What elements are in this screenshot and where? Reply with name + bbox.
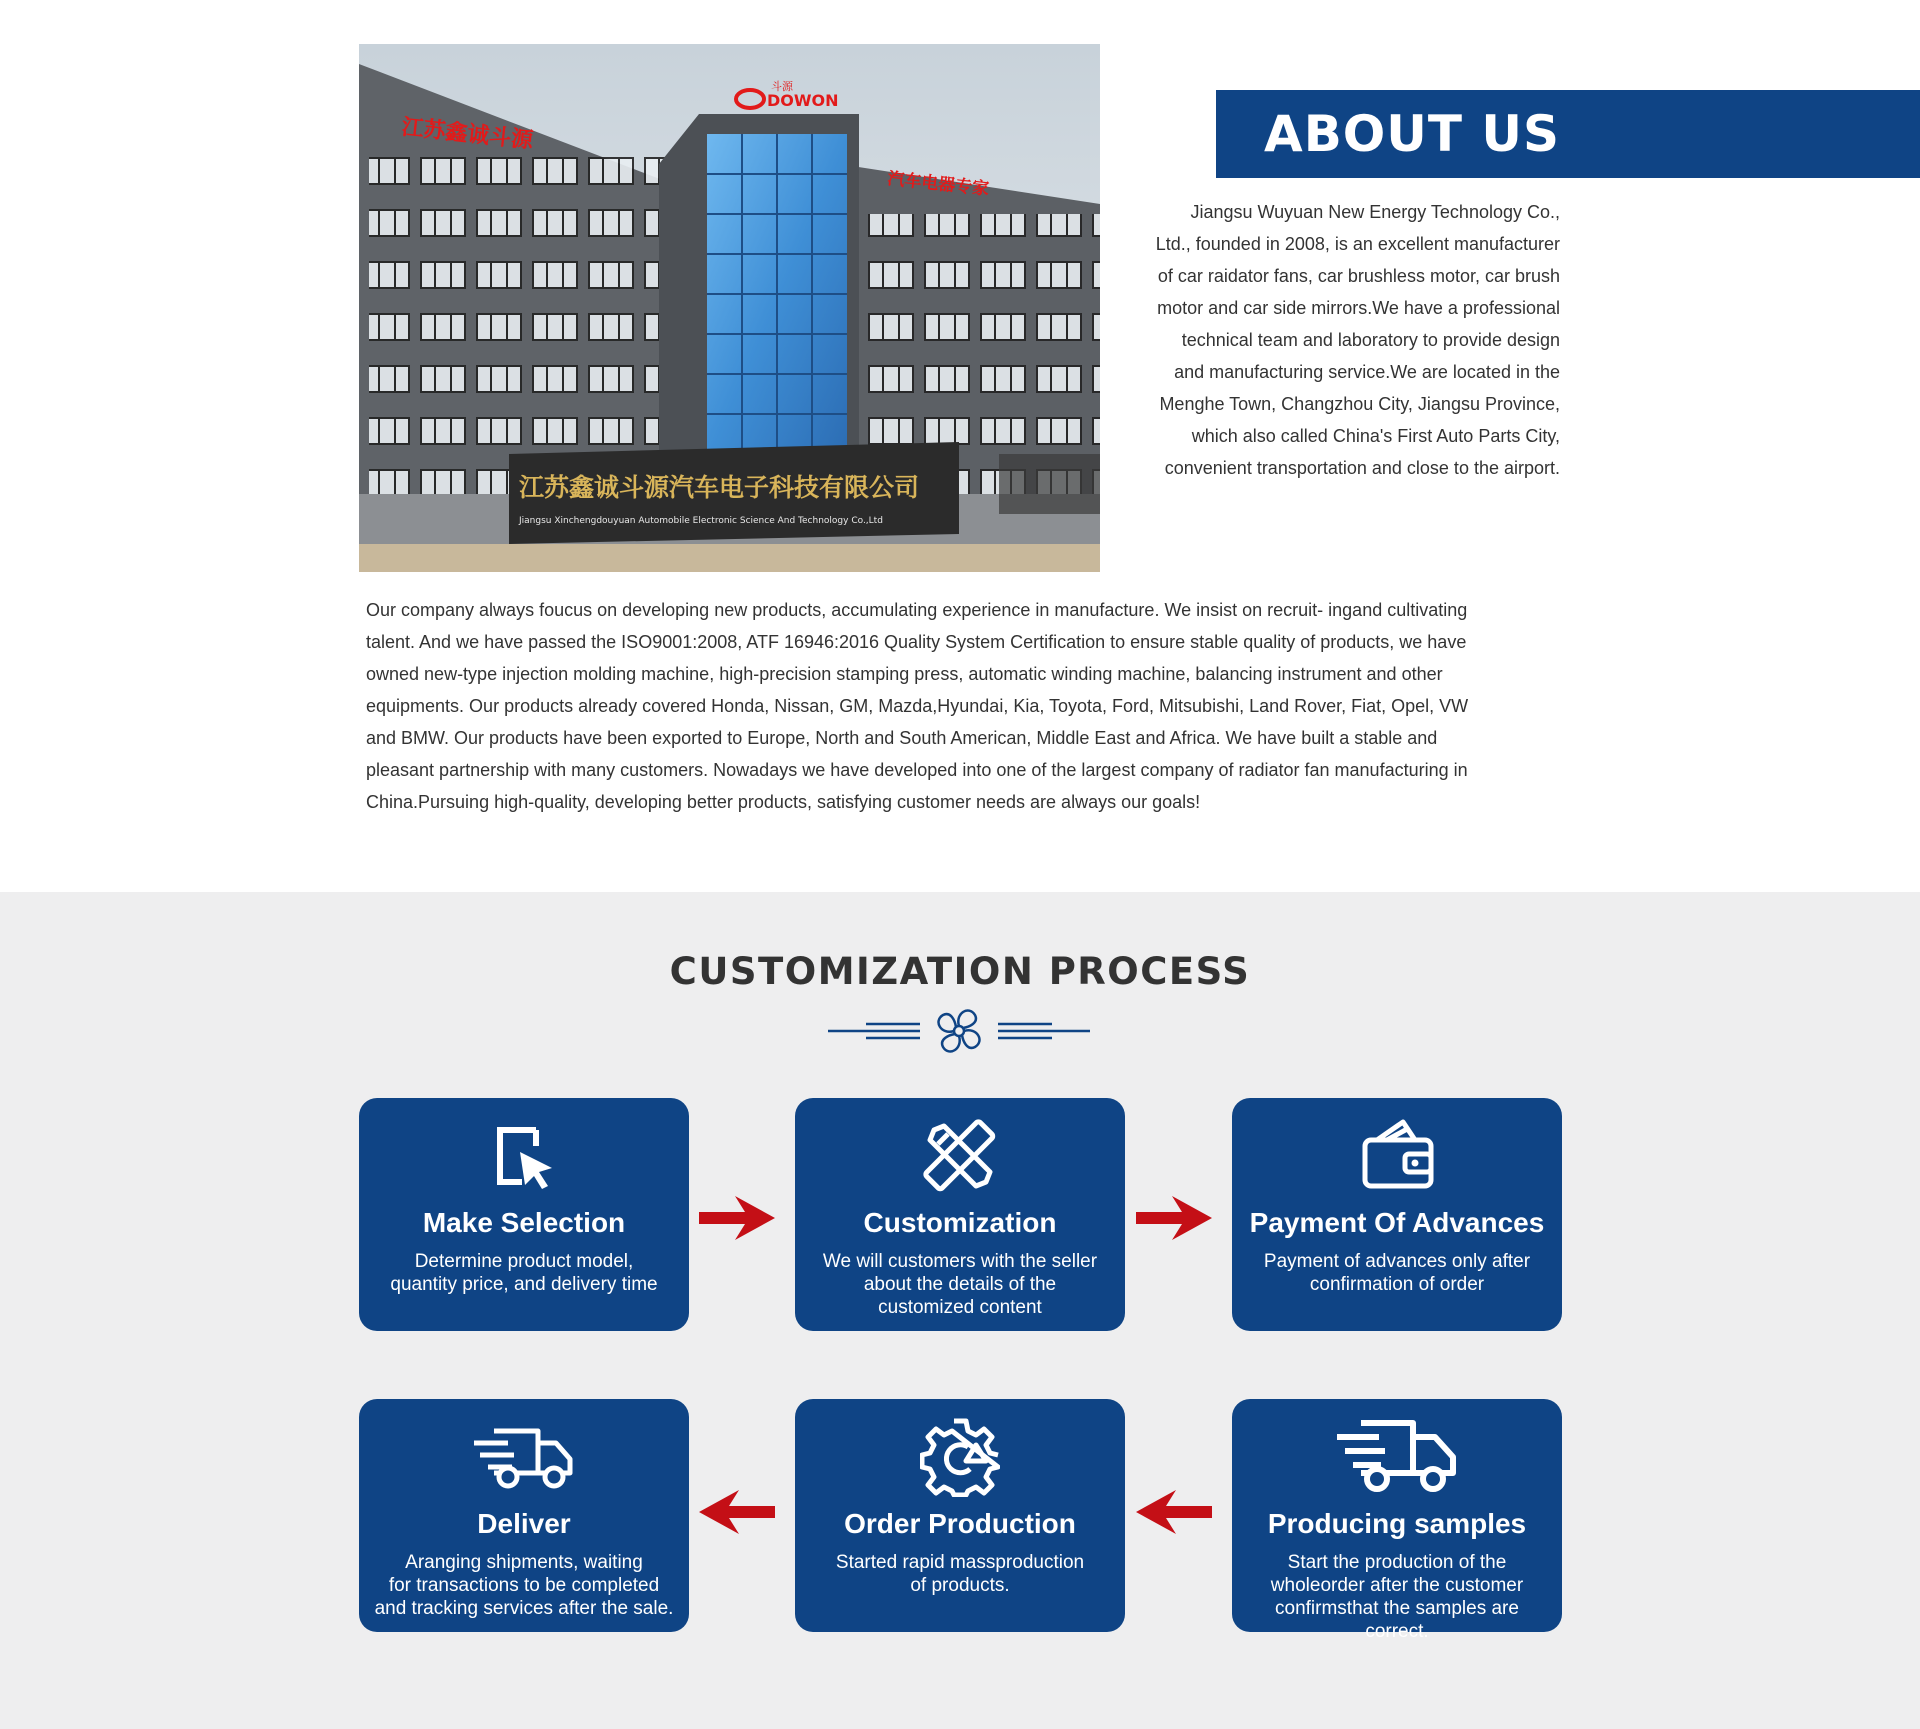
factory-photo [359,44,1100,572]
body-line: Our company always foucus on developing new products, accumulating experience in manufacture. We insist on recruit- ingand cultivating [366,600,1468,620]
plaque-cn: 江苏鑫诚斗源汽车电子科技有限公司 [519,473,920,502]
step-description [805,1551,1115,1597]
step-desc-line: confirmsthat the samples are correct. [1275,1598,1519,1642]
step-desc-line: of products. [910,1575,1010,1596]
step-customization [795,1098,1125,1331]
intro-line: Menghe Town, Changzhou City, Jiangsu Province, [1159,394,1560,414]
arrow-left-icon [697,1486,777,1538]
step-desc-line: about the details of the [863,1274,1057,1295]
about-body-text [366,594,1538,818]
arrow-right-icon [1134,1192,1214,1244]
about-intro-text [1122,196,1560,484]
intro-line: and manufacturing service.We are located in the [1174,362,1560,382]
step-description [369,1551,679,1620]
logo-text: DOWON [767,91,839,110]
logo-cn: 斗源 [771,80,793,93]
step-title: Customization [863,1207,1057,1238]
title-divider [828,1002,1090,1060]
step-desc-line: customized content [878,1297,1042,1318]
step-desc-line: Started rapid massproduction [835,1552,1085,1573]
intro-line: technical team and laboratory to provide design [1181,330,1560,350]
truck-icon [472,1423,576,1491]
pencil-ruler-icon [920,1116,1000,1196]
sign-top-left: 江苏鑫诚斗源 [400,115,535,154]
intro-line: motor and car side mirrors.We have a professional [1157,298,1560,318]
sign-top-right: 汽车电器专家 [886,169,991,200]
intro-line: of car raidator fans, car brushless motor, car brush [1157,266,1560,286]
truck-icon [1335,1417,1459,1493]
step-desc-line: wholeorder after the customer [1270,1575,1524,1596]
gear-icon [920,1417,1000,1497]
step-desc-line: Start the production of the [1287,1552,1507,1573]
body-line: pleasant partnership with many customers. Nowadays we have developed into one of the largest company of radiator fan manufacturing in [366,760,1468,780]
intro-line: which also called China's First Auto Parts City, [1191,426,1560,446]
step-desc-line: confirmation of order [1309,1274,1485,1295]
step-desc-line: Payment of advances only after [1263,1251,1531,1272]
wallet-icon [1357,1116,1437,1196]
plaque-en: Jiangsu Xinchengdouyuan Automobile Electronic Science And Technology Co.,Ltd [519,516,883,526]
step-producing-samples [1232,1399,1562,1642]
step-desc-line: We will customers with the seller [822,1251,1098,1272]
process-title: CUSTOMIZATION PROCESS [669,950,1251,993]
step-title: Make Selection [422,1207,626,1238]
step-title: Order Production [844,1508,1076,1539]
fan-icon [939,1011,980,1052]
arrow-left-icon [1134,1486,1214,1538]
body-line: talent. And we have passed the ISO9001:2008, ATF 16946:2016 Quality System Certification to ensure stable quality of products, we have [366,632,1467,652]
step-title: Producing samples [1267,1508,1527,1539]
body-line: equipments. Our products already covered Honda, Nissan, GM, Mazda,Hyundai, Kia, Toyota, Ford, Mitsubishi, Land Rover, Fiat, Opel, VW [366,696,1469,716]
step-description [1242,1250,1552,1296]
body-line: China.Pursuing high-quality, developing better products, satisfying customer needs are always our goals! [366,792,1201,812]
step-title: Payment Of Advances [1249,1207,1545,1238]
step-description [1242,1551,1552,1643]
step-desc-line: quantity price, and delivery time [390,1274,658,1295]
arrow-right-icon [697,1192,777,1244]
cursor-select-icon [484,1116,564,1196]
intro-line: convenient transportation and close to the airport. [1164,458,1560,478]
step-deliver [359,1399,689,1632]
step-description [805,1250,1115,1319]
body-line: and BMW. Our products have been exported to Europe, North and South American, Middle East and Africa. We have built a stable and [366,728,1438,748]
step-desc-line: Aranging shipments, waiting [405,1552,643,1573]
step-make-selection [359,1098,689,1331]
step-order-production [795,1399,1125,1632]
step-desc-line: for transactions to be completed [388,1575,660,1596]
body-line: owned new-type injection molding machine, high-precision stamping press, automatic winding machine, balancing instrument and other [366,664,1443,684]
step-title: Deliver [477,1508,571,1539]
step-payment-of-advances [1232,1098,1562,1331]
intro-line: Jiangsu Wuyuan New Energy Technology Co., [1190,202,1560,222]
step-description [369,1250,679,1296]
about-us-banner [1216,90,1920,178]
intro-line: Ltd., founded in 2008, is an excellent manufacturer [1155,234,1560,254]
step-desc-line: and tracking services after the sale. [374,1598,674,1619]
step-desc-line: Determine product model, [414,1251,634,1272]
about-us-title: ABOUT US [1264,105,1561,163]
